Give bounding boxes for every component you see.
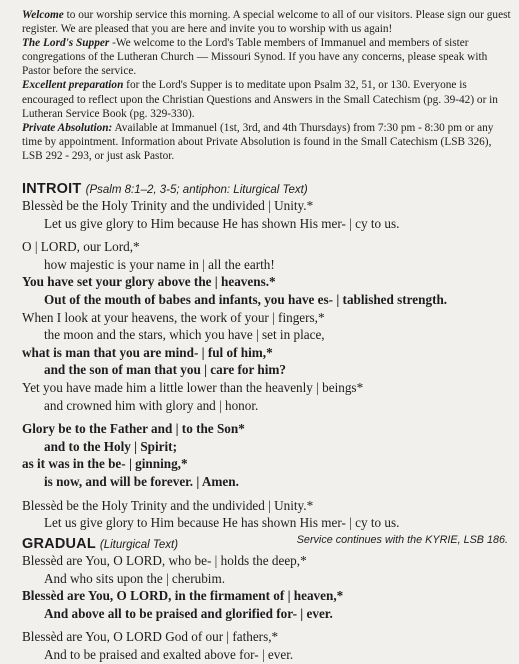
service-continues-note: Service continues with the KYRIE, LSB 186. (296, 533, 508, 546)
introit-line: and the son of man that you | care for him? (44, 362, 286, 378)
gradual-line: Blessèd are You, O LORD God of our | fathers,* (22, 629, 279, 645)
introit-line: Glory be to the Father and | to the Son* (22, 421, 245, 437)
introit-line: Out of the mouth of babes and infants, you have es- | tablished strength. (44, 291, 448, 307)
preparation-text: for the Lord's Supper is to meditate upon Psalm 32, 51, or 130. Everyone is encouraged to reflect upon the Christian Questions and Answers in the Small Catechism (pg. 39-42) or in Lutheran Service Book (pg. 329-330). (22, 79, 498, 120)
gradual-line: Blessèd are You, O LORD, who be- | holds the deep,* (22, 553, 307, 568)
introit-line: Let us give glory to Him because He has shown His mer- | cy to us. (44, 515, 400, 531)
gradual-line: And above all to be praised and glorified for- | ever. (44, 605, 333, 621)
introit-line: and crowned him with glory and | honor. (44, 397, 259, 413)
introit-section (22, 181, 514, 548)
introit-line: what is man that you are mind- | ful of him,* (22, 344, 273, 360)
lords-supper-paragraph (22, 36, 514, 78)
introit-line: O | LORD, our Lord,* (22, 239, 140, 255)
absolution-text: Available at Immanuel (1st, 3rd, and 4th Thursdays) from 7:30 pm - 8:30 pm or any time by appointment. Information about Private Absolution is found in the Small Catechism (LSB 326), LSB 292 - 293, or just ask Pastor. (22, 121, 494, 162)
introit-line: Blessèd be the Holy Trinity and the undivided | Unity.* (22, 198, 314, 213)
gradual-title: GRADUAL (22, 536, 96, 552)
gradual-heading (22, 536, 514, 552)
introit-line: the moon and the stars, which you have | set in place, (44, 327, 325, 343)
lords-supper-text: -We welcome to the Lord's Table members of Immanuel and members of sister congregations of the Lutheran Church — Missouri Synod. If you have any concerns, please speak with Pastor before the service. (22, 37, 488, 78)
announcements (22, 8, 514, 163)
introit-line: and to the Holy | Spirit; (44, 438, 177, 454)
welcome-label: Welcome (22, 9, 64, 21)
lords-supper-label: The Lord's Supper (22, 37, 110, 50)
introit-line: Yet you have made him a little lower than the heavenly | beings* (22, 379, 364, 395)
introit-line: Blessèd be the Holy Trinity and the undivided | Unity.* (22, 497, 314, 513)
gradual-subtitle: (Liturgical Text) (99, 539, 179, 551)
gradual-line: And to be praised and exalted above for- | ever. (44, 646, 294, 662)
welcome-text: to our worship service this morning. A special welcome to all of our visitors. Please sign our guest register. We are pleased that you are here and invite you to worship with us again! (22, 9, 511, 36)
introit-line: When I look at your heavens, the work of your | fingers,* (22, 309, 325, 325)
preparation-paragraph (22, 78, 514, 120)
introit-line: is now, and will be forever. | Amen. (44, 473, 239, 489)
introit-line: Let us give glory to Him because He has shown His mer- | cy to us. (44, 215, 400, 231)
gradual-line: And who sits upon the | cherubim. (44, 570, 226, 586)
gradual-line: Blessèd are You, O LORD, in the firmament of | heaven,* (22, 588, 344, 604)
introit-line: as it was in the be- | ginning,* (22, 456, 188, 472)
introit-title: INTROIT (22, 181, 82, 197)
preparation-label: Excellent preparation (22, 79, 124, 92)
introit-heading (22, 181, 514, 197)
absolution-paragraph (22, 121, 514, 163)
introit-line: how majestic is your name in | all the earth! (44, 256, 275, 272)
introit-line: You have set your glory above the | heavens.* (22, 274, 276, 290)
introit-subtitle: (Psalm 8:1–2, 3-5; antiphon: Liturgical Text) (85, 184, 308, 196)
gradual-section (22, 536, 514, 664)
welcome-paragraph (22, 8, 514, 36)
absolution-label: Private Absolution: (22, 121, 113, 134)
